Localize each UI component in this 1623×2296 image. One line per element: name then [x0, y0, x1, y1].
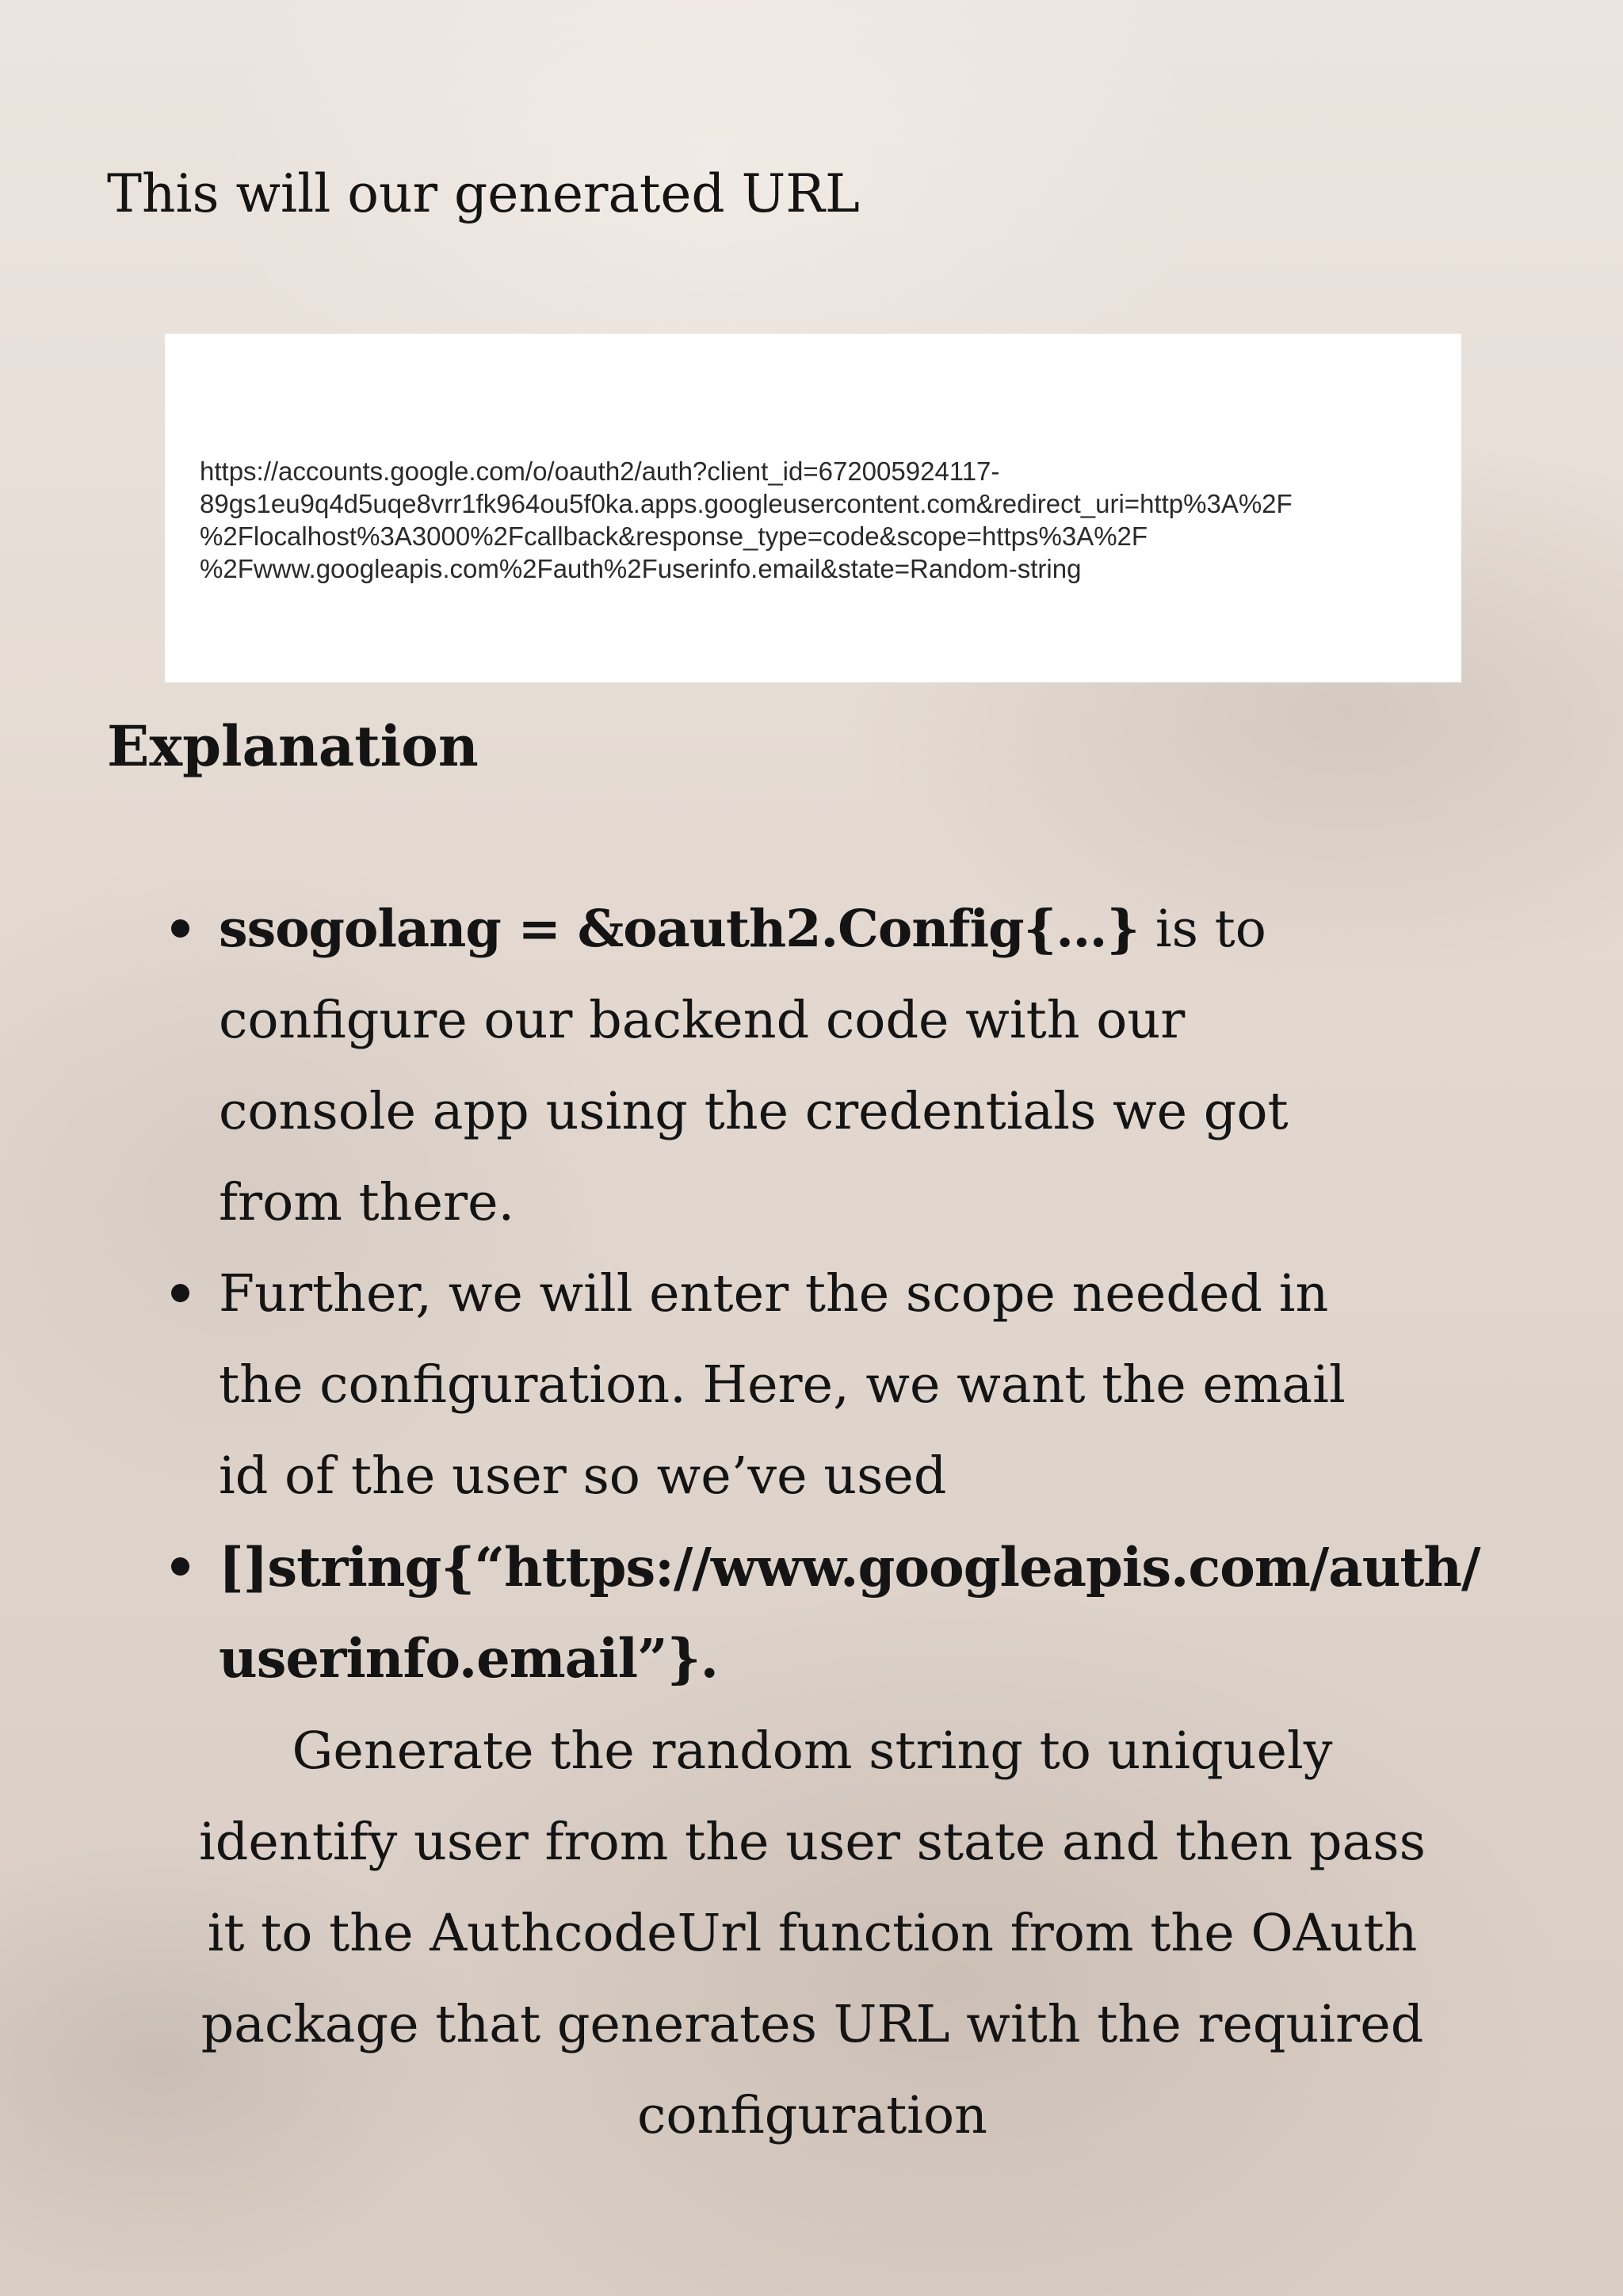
code-snippet: userinfo.email”}.	[219, 1627, 718, 1690]
paragraph-line: identify user from the user state and then pass	[198, 1813, 1426, 1872]
url-line: %2Flocalhost%3A3000%2Fcallback&response_type=code&scope=https%3A%2F	[200, 521, 1148, 551]
bullet-line: Further, we will enter the scope needed in	[219, 1264, 1329, 1324]
url-line: %2Fwww.googleapis.com%2Fauth%2Fuserinfo.email&state=Random-string	[200, 553, 1082, 583]
code-snippet: ssogolang = &oauth2.Config{…}	[219, 899, 1140, 959]
paragraph-line: Generate the random string to uniquely	[292, 1721, 1333, 1781]
bullet-line: from there.	[219, 1173, 515, 1232]
paragraph-line: it to the AuthcodeUrl function from the OAuth	[207, 1904, 1418, 1963]
paragraph-line: configuration	[637, 2086, 987, 2145]
list-item	[219, 884, 1613, 1248]
bullet-line: the configuration. Here, we want the email	[219, 1355, 1346, 1415]
explanation-heading: Explanation	[107, 713, 479, 779]
bullet-text: is to	[1139, 900, 1266, 959]
list-item	[219, 1522, 1613, 1704]
intro-text: This will our generated URL	[107, 163, 860, 224]
generated-url	[200, 456, 1452, 586]
url-screenshot-box	[165, 334, 1461, 682]
closing-paragraph	[95, 1706, 1529, 2161]
bullet-line: console app using the credentials we got	[219, 1082, 1289, 1141]
bullet-icon	[171, 919, 189, 938]
bullet-line: configure our backend code with our	[219, 991, 1186, 1050]
url-line: https://accounts.google.com/o/oauth2/auth?client_id=672005924117-	[200, 457, 1000, 486]
bullet-line	[219, 884, 1613, 975]
list-item	[219, 1248, 1613, 1522]
bullet-icon	[171, 1284, 189, 1302]
explanation-list	[119, 884, 1613, 1704]
paragraph-line: package that generates URL with the required	[200, 1995, 1424, 2054]
code-snippet: []string{“https://www.googleapis.com/auth/	[219, 1536, 1480, 1599]
bullet-icon	[171, 1557, 189, 1576]
url-line: 89gs1eu9q4d5uqe8vrr1fk964ou5f0ka.apps.googleusercontent.com&redirect_uri=http%3A%2F	[200, 488, 1293, 518]
bullet-line: id of the user so we’ve used	[219, 1446, 947, 1506]
